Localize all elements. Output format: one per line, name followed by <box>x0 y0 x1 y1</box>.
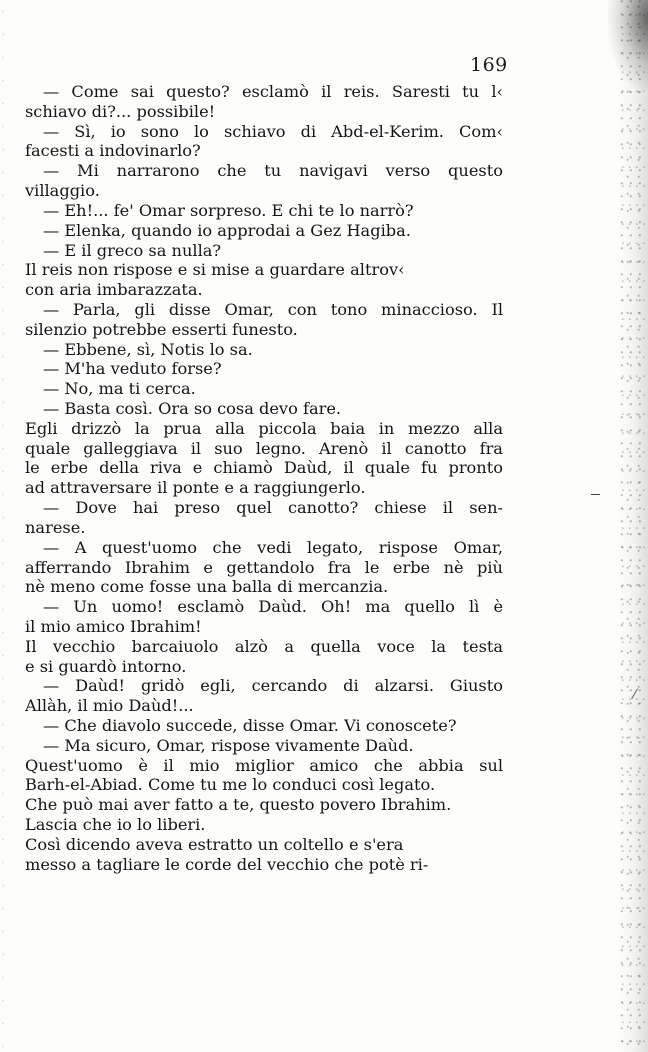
text-line: — Ma sicuro, Omar, rispose vivamente Daùd. <box>43 735 414 755</box>
text-line: — Sì, io sono lo schiavo di Abd-el-Kerim. Com‹ <box>43 121 503 141</box>
text-line: — A quest'uomo che vedi legato, rispose Omar, <box>43 537 503 557</box>
text-line: Il reis non rispose e si mise a guardare altrov‹ <box>25 260 405 280</box>
page-number: 169 <box>470 54 508 76</box>
scan-corner-smudge <box>608 0 648 90</box>
text-line: e si guardò intorno. <box>25 656 187 676</box>
text-line: narese. <box>25 517 86 537</box>
text-line: le erbe della riva e chiamò Daùd, il quale fu pronto <box>25 458 503 478</box>
text-line: il mio amico Ibrahim! <box>25 616 202 636</box>
text-line: Il vecchio barcaiuolo alzò a quella voce la testa <box>25 636 503 656</box>
text-line: — Parla, gli disse Omar, con tono minaccioso. Il <box>43 299 503 319</box>
text-line: — No, ma ti cerca. <box>43 379 196 399</box>
text-line: Egli drizzò la prua alla piccola baia in mezzo alla <box>25 418 503 438</box>
text-line: silenzio potrebbe esserti funesto. <box>25 319 298 339</box>
scan-edge-noise <box>620 0 646 1052</box>
text-line: Quest'uomo è il mio miglior amico che abbia sul <box>25 755 503 775</box>
text-line: — Mi narrarono che tu navigavi verso questo <box>43 161 503 181</box>
text-line: quale galleggiava il suo legno. Arenò il canotto fra <box>25 438 503 458</box>
text-line: nè meno come fosse una balla di mercanzia. <box>25 577 389 597</box>
text-line: — Ebbene, sì, Notis lo sa. <box>43 339 253 359</box>
text-line: facesti a indovinarlo? <box>25 141 201 161</box>
text-line: villaggio. <box>25 181 100 201</box>
text-line: schiavo di?... possibile! <box>25 101 216 121</box>
text-line: — Dove hai preso quel canotto? chiese il sen- <box>43 498 503 518</box>
text-line: — E il greco sa nulla? <box>43 240 222 260</box>
body-text <box>25 82 503 875</box>
text-line: — Daùd! gridò egli, cercando di alzarsi. Giusto <box>43 676 503 696</box>
text-line: — Elenka, quando io approdai a Gez Hagiba. <box>43 220 411 240</box>
text-line: — M'ha veduto forse? <box>43 359 222 379</box>
text-line: Che può mai aver fatto a te, questo povero Ibrahim. <box>25 795 452 815</box>
text-line: Così dicendo aveva estratto un coltello e s'era <box>25 834 404 854</box>
margin-mark <box>591 494 600 495</box>
text-line: Barh-el-Abiad. Come tu me lo conduci così legato. <box>25 775 436 795</box>
text-line: — Eh!... fe' Omar sorpreso. E chi te lo narrò? <box>43 200 414 220</box>
text-line: Lascia che io lo liberi. <box>25 815 206 835</box>
text-line: messo a tagliare le corde del vecchio che potè ri- <box>25 854 429 874</box>
text-line: afferrando Ibrahim e gettandolo fra le erbe nè più <box>25 557 503 577</box>
scan-edge-specks <box>0 0 8 1052</box>
text-line: — Che diavolo succede, disse Omar. Vi conoscete? <box>43 716 457 735</box>
text-line: — Basta così. Ora so cosa devo fare. <box>43 399 342 418</box>
text-line: — Come sai questo? esclamò il reis. Saresti tu l‹ <box>43 82 503 101</box>
text-line: — Un uomo! esclamò Daùd. Oh! ma quello lì è <box>43 597 503 617</box>
text-line: ad attraversare il ponte e a raggiungerlo. <box>25 478 366 498</box>
text-line: Allàh, il mio Daùd!... <box>25 696 194 716</box>
text-line: con aria imbarazzata. <box>25 280 203 300</box>
